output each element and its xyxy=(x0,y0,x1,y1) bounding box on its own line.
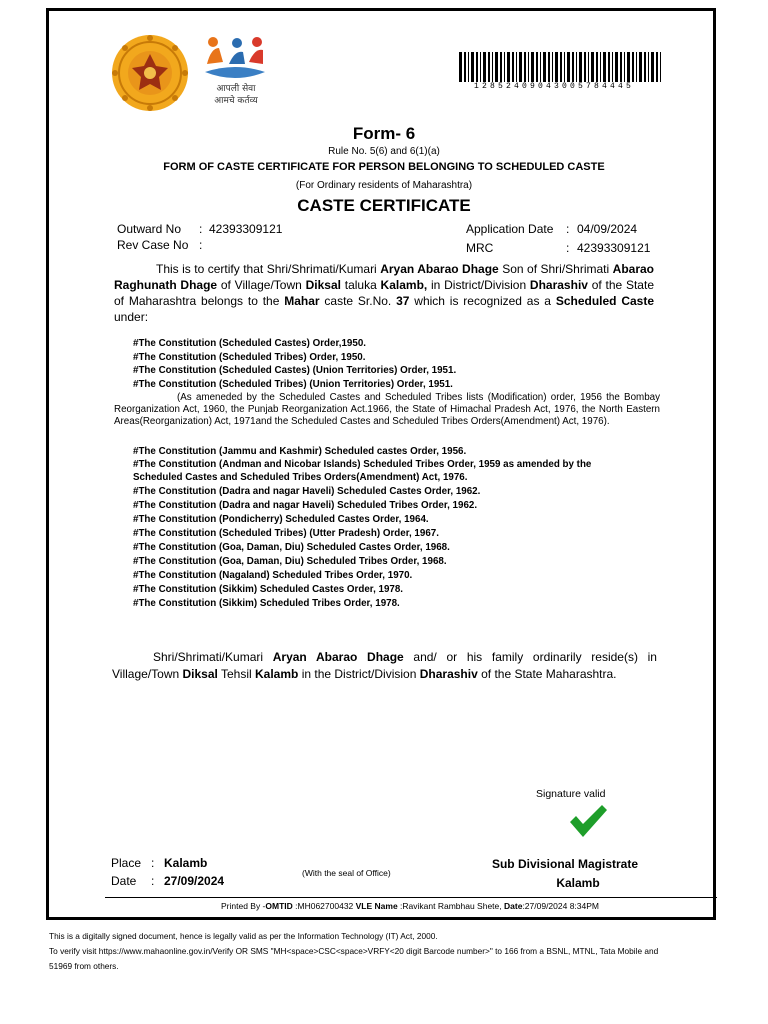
certify-text-7: caste Sr.No. xyxy=(319,294,397,308)
vle-value: :Ravikant Rambhau Shete, xyxy=(397,901,504,911)
barcode-bar xyxy=(528,52,529,82)
order-item: #The Constitution (Sikkim) Scheduled Castes Order, 1978. xyxy=(133,584,404,595)
verify-note-cont: 51969 from others. xyxy=(49,961,119,971)
place-value: Kalamb xyxy=(164,856,208,870)
residence-text-1: Shri/Shrimati/Kumari xyxy=(153,650,273,664)
order-item: #The Constitution (Sikkim) Scheduled Tribes Order, 1978. xyxy=(133,598,400,609)
barcode-bar xyxy=(660,52,661,82)
printed-date-label: Date xyxy=(504,901,523,911)
mrc-sep: : xyxy=(566,241,570,255)
outward-label: Outward No xyxy=(117,222,182,236)
barcode-bar xyxy=(564,52,565,82)
barcode-bar xyxy=(540,52,541,82)
caste-name: Mahar xyxy=(284,294,320,308)
order-item: #The Constitution (Andman and Nicobar Islands) Scheduled Tribes Order, 1959 as amended by the xyxy=(133,459,592,470)
barcode-bar xyxy=(615,52,618,82)
place-label: Place xyxy=(111,856,142,870)
digital-sign-note: This is a digitally signed document, hence is legally valid as per the Information Technology (IT) Act, 2000. xyxy=(49,931,438,941)
order-item: #The Constitution (Dadra and nagar Haveli) Scheduled Castes Order, 1962. xyxy=(133,486,481,497)
order-item: #The Constitution (Scheduled Castes) Order,1950. xyxy=(133,338,367,349)
order-item: #The Constitution (Pondicherry) Scheduled Castes Order, 1964. xyxy=(133,514,429,525)
order-item: #The Constitution (Scheduled Tribes) Order, 1950. xyxy=(133,352,366,363)
certify-text-6: of the State of Maharashtra belongs to the xyxy=(114,278,654,308)
printed-by-line xyxy=(110,901,710,911)
caste-sr-no: 37 xyxy=(396,294,410,308)
barcode-bar xyxy=(579,52,582,82)
barcode-bar xyxy=(648,52,649,82)
vle-label: VLE Name xyxy=(355,901,398,911)
form-title: Form- 6 xyxy=(352,124,416,143)
barcode-bar xyxy=(608,52,610,82)
certificate-title: CASTE CERTIFICATE xyxy=(297,196,471,215)
people-logo-icon xyxy=(203,34,267,84)
barcode-bar xyxy=(543,52,546,82)
seal-text: (With the seal of Office) xyxy=(302,868,391,878)
barcode-bar xyxy=(492,52,493,82)
logo-caption-2: आमचे कर्तव्य xyxy=(214,96,258,106)
outward-value: 42393309121 xyxy=(209,222,283,236)
order-item: #The Constitution (Jammu and Kashmir) Scheduled castes Order, 1956. xyxy=(133,446,467,457)
date-value: 27/09/2024 xyxy=(164,874,225,888)
residence-paragraph xyxy=(112,649,657,683)
logo-caption-1: आपली सेवा xyxy=(216,84,256,94)
barcode-bar xyxy=(504,52,505,82)
barcode-bar xyxy=(603,52,606,82)
barcode-bar xyxy=(500,52,502,82)
certify-text-2: Son of Shri/Shrimati xyxy=(498,262,613,276)
certify-text-5: in District/Division xyxy=(427,278,530,292)
barcode-bar xyxy=(552,52,553,82)
residence-text-4: in the District/Division xyxy=(298,667,420,681)
green-check-icon xyxy=(568,804,608,840)
order-item: #The Constitution (Nagaland) Scheduled Tribes Order, 1970. xyxy=(133,570,413,581)
mrc-value: 42393309121 xyxy=(577,241,651,255)
barcode-bar xyxy=(636,52,637,82)
mrc-label: MRC xyxy=(466,241,494,255)
barcode-bar xyxy=(488,52,490,82)
order-item: #The Constitution (Scheduled Castes) (Union Territories) Order, 1951. xyxy=(133,365,457,376)
barcode-bar xyxy=(524,52,526,82)
application-date-label: Application Date xyxy=(466,222,554,236)
barcode-bar xyxy=(591,52,594,82)
printed-date-value: :27/09/2024 8:34PM xyxy=(522,901,599,911)
certify-text-8: which is recognized as a xyxy=(409,294,556,308)
residence-text-3: Tehsil xyxy=(217,667,255,681)
barcode-number: 12852409043005784445 xyxy=(474,82,635,91)
residence-tehsil: Kalamb xyxy=(255,667,299,681)
barcode-bar xyxy=(624,52,625,82)
amendment-note: (As ameneded by the Scheduled Castes and Scheduled Tribes lists (Modification) order, 1956 the Bombay Reorganization Act, 1960, the Punjab Reorganization Act.1966, the State of Himachal Pradesh Act, 1976, the North Eastern Areas(Reorganization) Act, 1971and the Scheduled Castes and Scheduled Tribes Orders(Amendment) Act, 1976). xyxy=(114,392,660,427)
order-item: #The Constitution (Goa, Daman, Diu) Scheduled Tribes Order, 1968. xyxy=(133,556,447,567)
barcode-bar xyxy=(507,52,510,82)
barcode-bar xyxy=(555,52,558,82)
barcode-bar xyxy=(600,52,601,82)
barcode-bar xyxy=(476,52,478,82)
form-subheading: FORM OF CASTE CERTIFICATE FOR PERSON BELONGING TO SCHEDULED CASTE xyxy=(163,161,605,173)
barcode-bar xyxy=(639,52,642,82)
barcode-bar xyxy=(512,52,514,82)
certify-text-4: taluka xyxy=(340,278,381,292)
barcode-bar xyxy=(459,52,462,82)
residence-village: Diksal xyxy=(182,667,218,681)
order-item: #The Constitution (Goa, Daman, Diu) Scheduled Castes Order, 1968. xyxy=(133,542,450,553)
barcode-bar xyxy=(656,52,658,82)
father-name: Abarao Raghunath Dhage xyxy=(114,262,654,292)
barcode-bar xyxy=(567,52,570,82)
barcode-bar xyxy=(536,52,538,82)
signature-valid-text: Signature valid xyxy=(536,788,606,800)
date-label: Date xyxy=(111,874,137,888)
barcode-bar xyxy=(464,52,466,82)
certify-text-1: This is to certify that Shri/Shrimati/Kumari xyxy=(156,262,381,276)
taluka-name: Kalamb, xyxy=(380,278,428,292)
barcode-bar xyxy=(495,52,498,82)
barcode-bar xyxy=(620,52,622,82)
barcode-bar xyxy=(651,52,654,82)
barcode-bar xyxy=(483,52,486,82)
barcode-bar xyxy=(596,52,598,82)
date-sep: : xyxy=(151,874,155,888)
application-date-sep: : xyxy=(566,222,570,236)
order-item: #The Constitution (Scheduled Tribes) (Union Territories) Order, 1951. xyxy=(133,379,453,390)
barcode-bar xyxy=(572,52,574,82)
order-item: Scheduled Castes and Scheduled Tribes Orders(Amendment) Act, 1976. xyxy=(133,472,468,483)
barcode-bar xyxy=(531,52,534,82)
barcode-bar xyxy=(584,52,586,82)
barcode-bar xyxy=(612,52,613,82)
certify-text-9: under: xyxy=(114,310,149,324)
barcode-bar xyxy=(468,52,469,82)
barcode-bar xyxy=(627,52,630,82)
residence-name: Aryan Abarao Dhage xyxy=(272,650,404,664)
barcode-bar xyxy=(644,52,646,82)
barcode xyxy=(459,52,664,82)
barcode-bar xyxy=(632,52,634,82)
barcode-bar xyxy=(576,52,577,82)
district-name: Dharashiv xyxy=(529,278,588,292)
barcode-bar xyxy=(560,52,562,82)
authority-title: Sub Divisional Magistrate xyxy=(491,857,639,871)
residence-text-5: of the State Maharashtra. xyxy=(477,667,617,681)
barcode-bar xyxy=(588,52,589,82)
caste-category: Scheduled Caste xyxy=(555,294,655,308)
place-sep: : xyxy=(151,856,155,870)
barcode-bar xyxy=(519,52,522,82)
omtid-value: :MH062700432 xyxy=(292,901,356,911)
barcode-bar xyxy=(548,52,550,82)
omtid-label: OMTID xyxy=(265,901,293,911)
rule-number: Rule No. 5(6) and 6(1)(a) xyxy=(328,146,440,157)
footer-divider xyxy=(105,897,717,898)
barcode-bar xyxy=(480,52,481,82)
residence-text-2: and/ or his family ordinarily reside(s) in Village/Town xyxy=(112,650,657,681)
authority-place: Kalamb xyxy=(556,876,600,890)
aapli-seva-logo xyxy=(203,34,267,114)
order-item: #The Constitution (Dadra and nagar Haveli) Scheduled Tribes Order, 1962. xyxy=(133,500,478,511)
application-date-value: 04/09/2024 xyxy=(577,222,638,236)
barcode-bar xyxy=(516,52,517,82)
village-name: Diksal xyxy=(305,278,341,292)
ordinary-residents-note: (For Ordinary residents of Maharashtra) xyxy=(295,180,473,191)
outward-sep: : xyxy=(199,222,203,236)
revcase-sep: : xyxy=(199,238,203,252)
residence-district: Dharashiv xyxy=(419,667,478,681)
applicant-name: Aryan Abarao Dhage xyxy=(380,262,499,276)
order-item: #The Constitution (Scheduled Tribes) (Utter Pradesh) Order, 1967. xyxy=(133,528,439,539)
maharashtra-emblem-icon xyxy=(110,32,190,114)
certify-paragraph xyxy=(114,261,654,325)
printed-prefix: Printed By - xyxy=(220,901,266,911)
barcode-bar xyxy=(471,52,474,82)
certify-text-3: of Village/Town xyxy=(217,278,306,292)
verify-note: To verify visit https://www.mahaonline.gov.in/Verify OR SMS "MH<space>CSC<space>VRFY<20 digit Barcode number>" to 166 from a BSNL, MTNL, Tata Mobile and xyxy=(49,946,659,956)
revcase-label: Rev Case No xyxy=(117,238,189,252)
